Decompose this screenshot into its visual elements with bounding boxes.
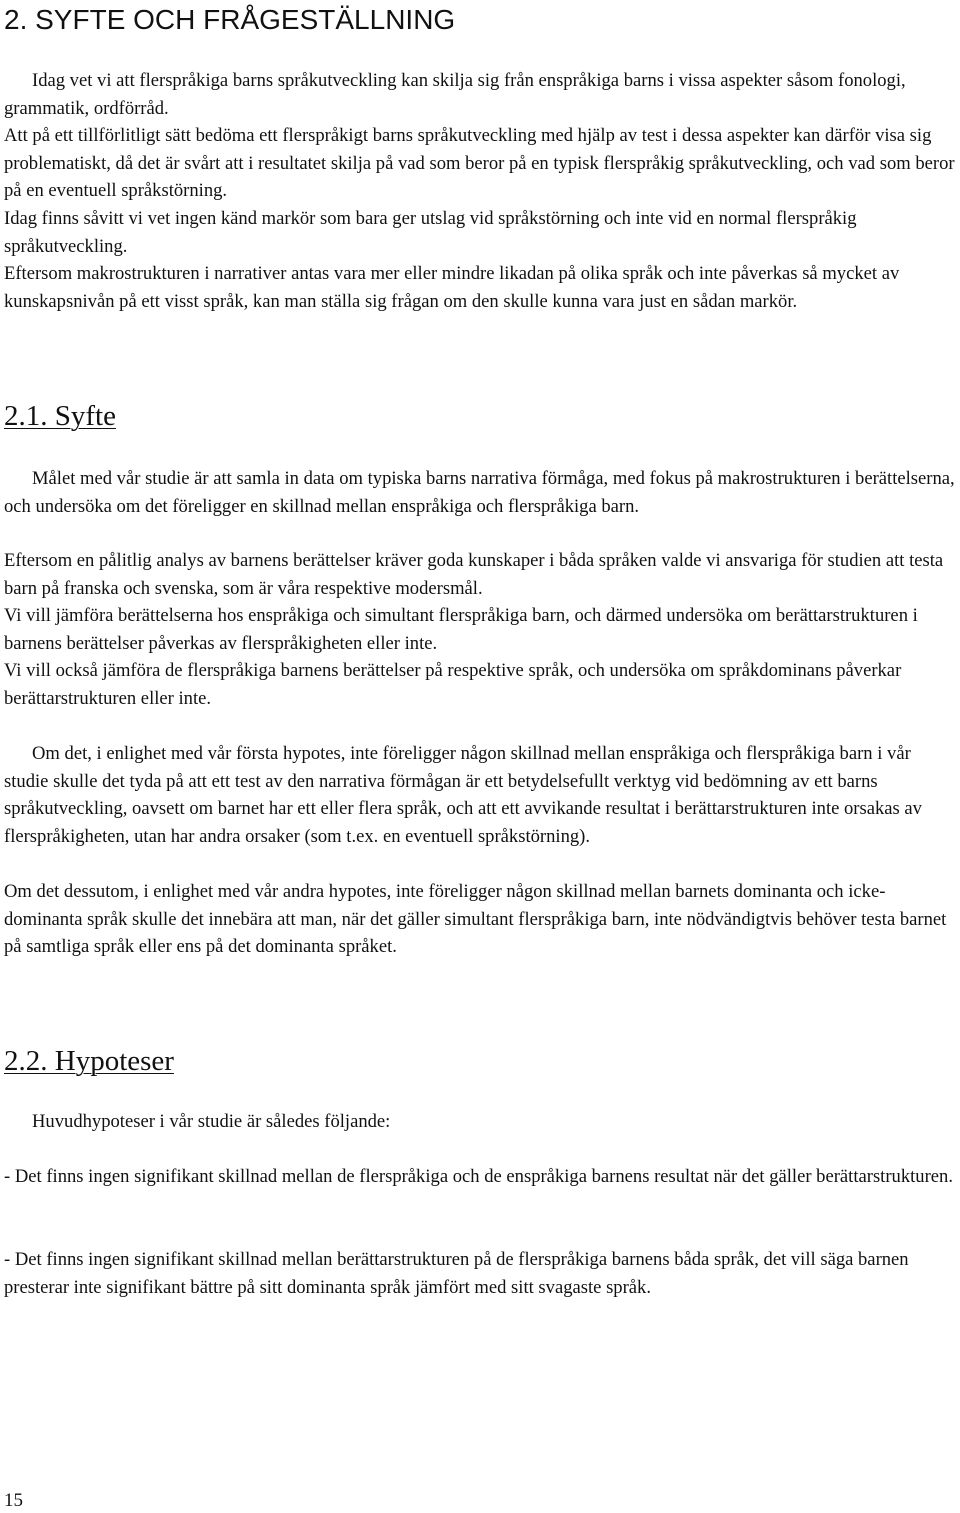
page-number: 15 — [4, 1490, 23, 1511]
syfte-paragraph-1: Målet med vår studie är att samla in data om typiska barns narrativa förmåga, med fokus på makrostrukturen i berättelserna, och undersöka om det föreligger en skillnad mellan enspråkiga och flerspråkiga barn. — [4, 468, 955, 517]
intro-paragraph-3: Idag finns såvitt vi vet ingen känd markör som bara ger utslag vid språkstörning och inte vid en normal flerspråkig språkutveckling. — [4, 208, 857, 257]
intro-paragraph-4: Eftersom makrostrukturen i narrativer antas vara mer eller mindre likadan på olika språk och inte påverkas så mycket av kunskapsnivån på ett visst språk, kan man ställa sig frågan om den skulle kunna vara just en sådan markör. — [4, 263, 900, 312]
intro-paragraph-1: Idag vet vi att flerspråkiga barns språkutveckling kan skilja sig från enspråkiga barns i vissa aspekter såsom fonologi, grammatik, ordförråd. — [4, 70, 906, 119]
hypoteser-intro: Huvudhypoteser i vår studie är således följande: — [32, 1111, 391, 1132]
chapter-heading: 2. SYFTE OCH FRÅGESTÄLLNING — [4, 4, 456, 35]
hypothesis-item-1: - Det finns ingen signifikant skillnad mellan de flerspråkiga och de enspråkiga barnens resultat när det gäller berättarstrukturen. — [4, 1166, 953, 1187]
syfte-paragraph-3: Vi vill jämföra berättelserna hos enspråkiga och simultant flerspråkiga barn, och därmed undersöka om berättarstrukturen i barnens berättelser påverkas av flerspråkigheten eller inte. — [4, 605, 918, 654]
syfte-paragraph-6: Om det dessutom, i enlighet med vår andra hypotes, inte föreligger någon skillnad mellan barnets dominanta och icke-dominanta språk skulle det innebära att man, när det gäller simultant flerspråkiga barn, inte nödvändigtvis behöver testa barnet på samtliga språk eller ens på det dominanta språket. — [4, 881, 947, 958]
section-heading-syfte: 2.1. Syfte — [4, 400, 116, 432]
hypothesis-item-2: - Det finns ingen signifikant skillnad mellan berättarstrukturen på de flerspråkiga barnens båda språk, det vill säga barnen presterar inte signifikant bättre på sitt dominanta språk jämfört med sitt svagaste språk. — [4, 1249, 909, 1298]
intro-paragraph-2: Att på ett tillförlitligt sätt bedöma ett flerspråkigt barns språkutveckling med hjälp av test i dessa aspekter kan därför visa sig problematiskt, då det är svårt att i resultatet skilja på vad som beror på en typisk flerspråkig språkutveckling, och vad som beror på en eventuell språkstörning. — [4, 125, 955, 202]
syfte-paragraph-4: Vi vill också jämföra de flerspråkiga barnens berättelser på respektive språk, och undersöka om språkdominans påverkar berättarstrukturen eller inte. — [4, 660, 902, 709]
syfte-paragraph-5: Om det, i enlighet med vår första hypotes, inte föreligger någon skillnad mellan enspråkiga och flerspråkiga barn i vår studie skulle det tyda på att ett test av den narrativa förmågan är ett betydelsefullt verktyg vid bedömning av ett barns språkutveckling, oavsett om barnet har ett eller flera språk, och att ett avvikande resultat i berättarstrukturen inte orsakas av flerspråkigheten, utan har andra orsaker (som t.ex. en eventuell språkstörning). — [4, 743, 922, 847]
syfte-paragraph-2: Eftersom en pålitlig analys av barnens berättelser kräver goda kunskaper i båda språken valde vi ansvariga för studien att testa barn på franska och svenska, som är våra respektive modersmål. — [4, 550, 944, 599]
section-heading-hypoteser: 2.2. Hypoteser — [4, 1045, 174, 1077]
